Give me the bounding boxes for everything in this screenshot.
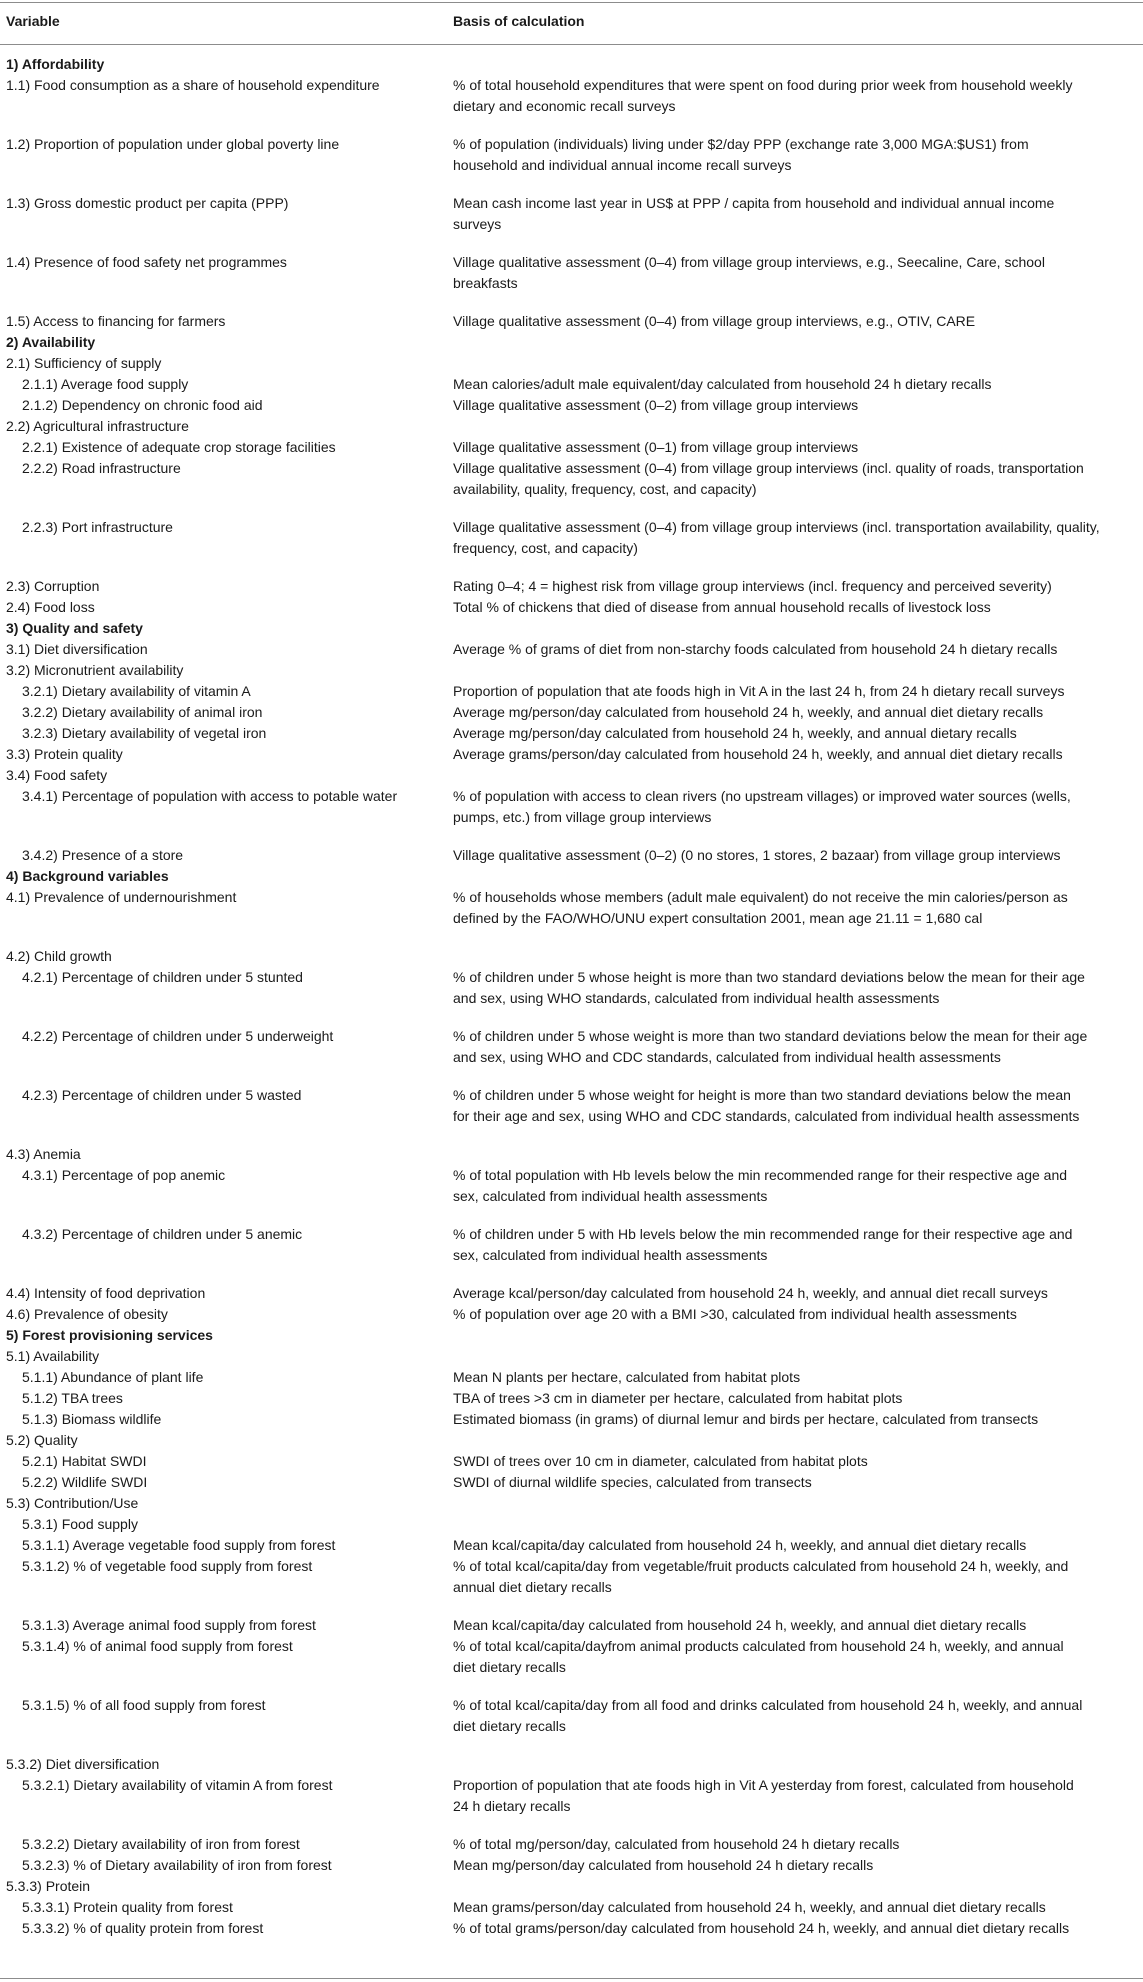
basis-line: Proportion of population that ate foods high in Vit A yesterday from forest, calculated from household — [453, 1777, 1074, 1793]
variable-cell: 2.1.2) Dependency on chronic food aid — [22, 397, 263, 413]
basis-line: Mean mg/person/day calculated from household 24 h dietary recalls — [453, 1857, 874, 1873]
basis-cell — [453, 1165, 1138, 1207]
variable-cell: 1.2) Proportion of population under global poverty line — [6, 136, 340, 152]
variable-cell: 3.2) Micronutrient availability — [6, 662, 184, 678]
basis-line: Average mg/person/day calculated from household 24 h, weekly, and annual diet dietary recalls — [453, 704, 1044, 720]
basis-line: % of total kcal/capita/day from vegetable/fruit products calculated from household 24 h, weekly, and — [453, 1558, 1069, 1574]
basis-cell — [453, 517, 1138, 559]
basis-line: Village qualitative assessment (0–4) from village group interviews, e.g., Seecaline, Care, school — [453, 254, 1045, 270]
basis-cell — [453, 1367, 1138, 1388]
basis-line: SWDI of diurnal wildlife species, calculated from transects — [453, 1474, 812, 1490]
basis-line: Village qualitative assessment (0–4) from village group interviews (incl. quality of roads, transportation — [453, 460, 1084, 476]
basis-line: dietary and economic recall surveys — [453, 98, 676, 114]
basis-line: Village qualitative assessment (0–2) (0 no stores, 1 stores, 2 bazaar) from village group interviews — [453, 847, 1061, 863]
basis-cell — [453, 1615, 1138, 1636]
basis-cell — [453, 311, 1138, 332]
variable-cell: 5.3) Contribution/Use — [6, 1495, 139, 1511]
basis-line: Rating 0–4; 4 = highest risk from village group interviews (incl. frequency and perceived severity) — [453, 578, 1052, 594]
basis-line: defined by the FAO/WHO/UNU expert consultation 2001, mean age 21.11 = 1,680 cal — [453, 910, 983, 926]
basis-cell — [453, 845, 1138, 866]
header-basis: Basis of calculation — [453, 13, 585, 29]
basis-cell — [453, 1451, 1138, 1472]
variable-cell: 4.2) Child growth — [6, 948, 112, 964]
basis-line: Village qualitative assessment (0–4) from village group interviews (incl. transportation availability, quality, — [453, 519, 1100, 535]
variable-cell: 5.1.3) Biomass wildlife — [22, 1411, 162, 1427]
basis-line: % of population (individuals) living under $2/day PPP (exchange rate 3,000 MGA:$US1) from — [453, 136, 1029, 152]
basis-cell — [453, 75, 1138, 117]
basis-cell — [453, 1855, 1138, 1876]
variable-cell: 1.4) Presence of food safety net programmes — [6, 254, 287, 270]
basis-line: % of total kcal/capita/dayfrom animal products calculated from household 24 h, weekly, and annual — [453, 1638, 1064, 1654]
variable-cell: 4.6) Prevalence of obesity — [6, 1306, 168, 1322]
variable-cell: 3.4.1) Percentage of population with access to potable water — [22, 788, 398, 804]
basis-cell — [453, 374, 1138, 395]
basis-cell — [453, 576, 1138, 597]
basis-line: Mean cash income last year in US$ at PPP / capita from household and individual annual income — [453, 195, 1055, 211]
variable-cell: 3.2.1) Dietary availability of vitamin A — [22, 683, 251, 699]
variable-cell: 5.2) Quality — [6, 1432, 78, 1448]
basis-line: Village qualitative assessment (0–2) from village group interviews — [453, 397, 859, 413]
basis-cell — [453, 1283, 1138, 1304]
basis-line: % of total kcal/capita/day from all food and drinks calculated from household 24 h, weekly, and annual — [453, 1697, 1083, 1713]
basis-line: Village qualitative assessment (0–4) from village group interviews, e.g., OTIV, CARE — [453, 313, 976, 329]
variable-cell: 3.4.2) Presence of a store — [22, 847, 184, 863]
variable-cell: 5.3.1.3) Average animal food supply from forest — [22, 1617, 316, 1633]
basis-cell — [453, 1535, 1138, 1556]
variable-cell: 2.2) Agricultural infrastructure — [6, 418, 189, 434]
basis-line: % of children under 5 with Hb levels below the min recommended range for their respective age and — [453, 1226, 1073, 1242]
variable-cell: 5.1.2) TBA trees — [22, 1390, 123, 1406]
variable-cell: 2.4) Food loss — [6, 599, 95, 615]
basis-line: Mean calories/adult male equivalent/day calculated from household 24 h dietary recalls — [453, 376, 992, 392]
basis-cell — [453, 723, 1138, 744]
basis-line: Estimated biomass (in grams) of diurnal lemur and birds per hectare, calculated from transects — [453, 1411, 1039, 1427]
basis-line: for their age and sex, using WHO and CDC standards, calculated from individual health assessments — [453, 1108, 1080, 1124]
basis-line: sex, calculated from individual health assessments — [453, 1188, 768, 1204]
basis-cell — [453, 1026, 1138, 1068]
variable-cell: 4.2.2) Percentage of children under 5 underweight — [22, 1028, 334, 1044]
variable-cell: 5.3.1.5) % of all food supply from forest — [22, 1697, 266, 1713]
basis-line: annual diet dietary recalls — [453, 1579, 612, 1595]
basis-line: surveys — [453, 216, 502, 232]
basis-line: pumps, etc.) from village group interviews — [453, 809, 712, 825]
basis-cell — [453, 1897, 1138, 1918]
basis-line: % of total grams/person/day calculated from household 24 h, weekly, and annual diet dietary recalls — [453, 1920, 1070, 1936]
variable-cell: 5.1) Availability — [6, 1348, 100, 1364]
variable-cell: 5.3.1.1) Average vegetable food supply from forest — [22, 1537, 336, 1553]
basis-cell — [453, 437, 1138, 458]
variable-cell: 5.3.3.1) Protein quality from forest — [22, 1899, 233, 1915]
variable-cell: 3.1) Diet diversification — [6, 641, 148, 657]
basis-cell — [453, 252, 1138, 294]
variable-cell: 2.2.1) Existence of adequate crop storage facilities — [22, 439, 336, 455]
basis-cell — [453, 702, 1138, 723]
basis-cell — [453, 639, 1138, 660]
variable-cell: 5.3.2.3) % of Dietary availability of iron from forest — [22, 1857, 332, 1873]
bottom-rule — [0, 1978, 1143, 1979]
basis-line: Total % of chickens that died of disease from annual household recalls of livestock loss — [453, 599, 991, 615]
basis-line: Proportion of population that ate foods high in Vit A in the last 24 h, from 24 h dietary recall surveys — [453, 683, 1065, 699]
basis-cell — [453, 1636, 1138, 1678]
basis-cell — [453, 1085, 1138, 1127]
basis-line: frequency, cost, and capacity) — [453, 540, 638, 556]
header-variable: Variable — [6, 13, 60, 29]
basis-cell — [453, 134, 1138, 176]
basis-cell — [453, 458, 1138, 500]
basis-cell — [453, 967, 1138, 1009]
basis-cell — [453, 1304, 1138, 1325]
basis-line: diet dietary recalls — [453, 1659, 566, 1675]
variable-cell: 3.4) Food safety — [6, 767, 108, 783]
basis-line: % of population with access to clean rivers (no upstream villages) or improved water sources (wells, — [453, 788, 1071, 804]
basis-line: SWDI of trees over 10 cm in diameter, calculated from habitat plots — [453, 1453, 868, 1469]
basis-cell — [453, 1775, 1138, 1817]
basis-cell — [453, 681, 1138, 702]
variable-cell: 5.3.3.2) % of quality protein from forest — [22, 1920, 264, 1936]
basis-cell — [453, 1918, 1138, 1939]
variable-cell: 2.3) Corruption — [6, 578, 100, 594]
section-title: 5) Forest provisioning services — [6, 1327, 213, 1343]
basis-line: % of total mg/person/day, calculated from household 24 h dietary recalls — [453, 1836, 900, 1852]
section-title: 3) Quality and safety — [6, 620, 143, 636]
variable-cell: 1.3) Gross domestic product per capita (PPP) — [6, 195, 289, 211]
section-title: 2) Availability — [6, 334, 96, 350]
basis-line: % of population over age 20 with a BMI >30, calculated from individual health assessments — [453, 1306, 1017, 1322]
basis-line: % of children under 5 whose weight for height is more than two standard deviations below the mean — [453, 1087, 1071, 1103]
basis-line: household and individual annual income recall surveys — [453, 157, 792, 173]
basis-cell — [453, 395, 1138, 416]
section-title: 4) Background variables — [6, 868, 169, 884]
basis-cell — [453, 1224, 1138, 1266]
basis-cell — [453, 744, 1138, 765]
basis-cell — [453, 1409, 1138, 1430]
basis-line: availability, quality, frequency, cost, and capacity) — [453, 481, 757, 497]
basis-line: breakfasts — [453, 275, 518, 291]
basis-line: % of children under 5 whose height is more than two standard deviations below the mean for their age — [453, 969, 1085, 985]
basis-line: Average % of grams of diet from non-starchy foods calculated from household 24 h dietary recalls — [453, 641, 1058, 657]
variable-cell: 5.2.2) Wildlife SWDI — [22, 1474, 148, 1490]
variable-cell: 5.3.1.2) % of vegetable food supply from forest — [22, 1558, 313, 1574]
basis-cell — [453, 1834, 1138, 1855]
basis-line: and sex, using WHO and CDC standards, calculated from individual health assessments — [453, 1049, 1001, 1065]
basis-line: and sex, using WHO standards, calculated from individual health assessments — [453, 990, 940, 1006]
variable-cell: 2.1.1) Average food supply — [22, 376, 189, 392]
variable-cell: 3.2.2) Dietary availability of animal iron — [22, 704, 263, 720]
basis-line: diet dietary recalls — [453, 1718, 566, 1734]
variable-cell: 4.2.3) Percentage of children under 5 wasted — [22, 1087, 302, 1103]
variable-cell: 5.3.2) Diet diversification — [6, 1756, 160, 1772]
basis-line: Average grams/person/day calculated from household 24 h, weekly, and annual diet dietary recalls — [453, 746, 1063, 762]
basis-line: 24 h dietary recalls — [453, 1798, 571, 1814]
variable-cell: 4.1) Prevalence of undernourishment — [6, 889, 237, 905]
basis-cell — [453, 887, 1138, 929]
section-title: 1) Affordability — [6, 56, 105, 72]
basis-line: % of total household expenditures that were spent on food during prior week from household weekly — [453, 77, 1073, 93]
variable-cell: 5.3.2.1) Dietary availability of vitamin A from forest — [22, 1777, 333, 1793]
variable-cell: 4.3) Anemia — [6, 1146, 81, 1162]
basis-cell — [453, 1388, 1138, 1409]
variable-cell: 4.3.1) Percentage of pop anemic — [22, 1167, 226, 1183]
basis-line: % of total population with Hb levels below the min recommended range for their respective age and — [453, 1167, 1068, 1183]
basis-line: sex, calculated from individual health assessments — [453, 1247, 768, 1263]
basis-cell — [453, 1472, 1138, 1493]
variable-cell: 4.3.2) Percentage of children under 5 anemic — [22, 1226, 303, 1242]
variable-cell: 5.1.1) Abundance of plant life — [22, 1369, 204, 1385]
basis-line: Mean grams/person/day calculated from household 24 h, weekly, and annual diet dietary recalls — [453, 1899, 1046, 1915]
basis-cell — [453, 597, 1138, 618]
variable-cell: 2.2.3) Port infrastructure — [22, 519, 173, 535]
variable-cell: 1.5) Access to financing for farmers — [6, 313, 226, 329]
basis-cell — [453, 1556, 1138, 1598]
variable-cell: 3.3) Protein quality — [6, 746, 123, 762]
basis-line: % of children under 5 whose weight is more than two standard deviations below the mean for their age — [453, 1028, 1088, 1044]
variable-cell: 5.3.1.4) % of animal food supply from forest — [22, 1638, 293, 1654]
variable-cell: 4.2.1) Percentage of children under 5 stunted — [22, 969, 303, 985]
variable-cell: 5.3.2.2) Dietary availability of iron from forest — [22, 1836, 300, 1852]
basis-line: TBA of trees >3 cm in diameter per hectare, calculated from habitat plots — [453, 1390, 903, 1406]
variable-cell: 1.1) Food consumption as a share of household expenditure — [6, 77, 380, 93]
basis-line: Village qualitative assessment (0–1) from village group interviews — [453, 439, 859, 455]
basis-line: % of households whose members (adult male equivalent) do not receive the min calories/person as — [453, 889, 1068, 905]
basis-line: Mean N plants per hectare, calculated from habitat plots — [453, 1369, 801, 1385]
basis-line: Average kcal/person/day calculated from household 24 h, weekly, and annual diet recall surveys — [453, 1285, 1048, 1301]
variable-cell: 2.1) Sufficiency of supply — [6, 355, 162, 371]
basis-line: Mean kcal/capita/day calculated from household 24 h, weekly, and annual diet dietary recalls — [453, 1537, 1027, 1553]
basis-line: Average mg/person/day calculated from household 24 h, weekly, and annual dietary recalls — [453, 725, 1017, 741]
basis-cell — [453, 193, 1138, 235]
variable-cell: 4.4) Intensity of food deprivation — [6, 1285, 206, 1301]
basis-cell — [453, 1695, 1138, 1737]
variable-cell: 5.2.1) Habitat SWDI — [22, 1453, 147, 1469]
basis-line: Mean kcal/capita/day calculated from household 24 h, weekly, and annual diet dietary recalls — [453, 1617, 1027, 1633]
basis-cell — [453, 786, 1138, 828]
variable-cell: 3.2.3) Dietary availability of vegetal iron — [22, 725, 267, 741]
variable-cell: 5.3.3) Protein — [6, 1878, 91, 1894]
variable-cell: 5.3.1) Food supply — [22, 1516, 138, 1532]
variable-cell: 2.2.2) Road infrastructure — [22, 460, 181, 476]
